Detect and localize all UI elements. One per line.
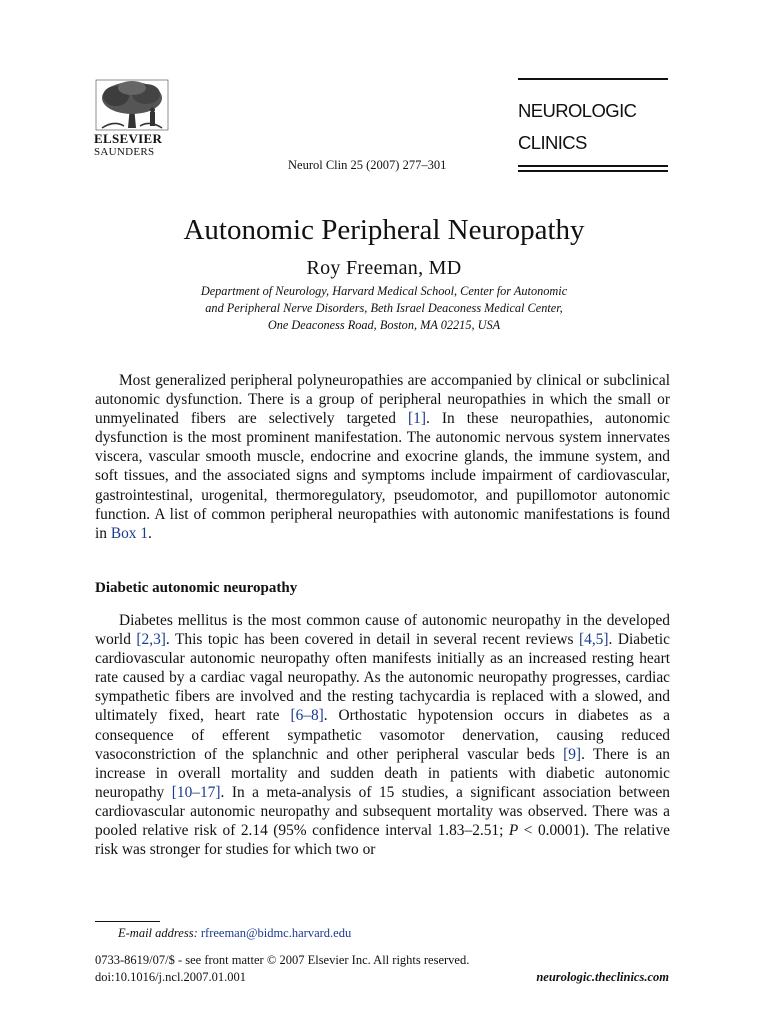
elsevier-saunders-logo	[94, 78, 170, 158]
paragraph-text: . Orthostatic hypotension occurs in diabetes as a consequence of efferent sympathetic vasomotor denervation, causing reduced vasoconstriction of the splanchnic and other peripheral vascular beds	[95, 707, 671, 763]
journal-name-line2: CLINICS	[518, 132, 587, 153]
reference-link[interactable]: [6–8]	[290, 707, 324, 725]
email-label: E-mail address:	[118, 926, 198, 940]
doi-line: doi:10.1016/j.ncl.2007.01.001	[95, 970, 247, 984]
paragraph-text: . In these neuropathies, autonomic dysfunction is the most prominent manifestation. The autonomic nervous system innervates viscera, vascular smooth muscle, endocrine and exocrine glands, the immune system, and soft tissues, and the associated signs and symptoms include impairment of cardiovascular, gastrointestinal, urogenital, thermoregulatory, pseudomotor, and pupillomotor autonomic function. A list of common peripheral neuropathies with autonomic manifestations is found in	[95, 410, 670, 542]
affiliation-line: and Peripheral Nerve Disorders, Beth Israel Deaconess Medical Center,	[205, 301, 563, 315]
copyright-line: 0733-8619/07/$ - see front matter © 2007 Elsevier Inc. All rights reserved.	[95, 953, 470, 967]
journal-citation: Neurol Clin 25 (2007) 277–301	[288, 158, 447, 172]
footnote-rule	[95, 921, 160, 922]
article-author: Roy Freeman, MD	[306, 257, 462, 279]
reference-link[interactable]: [9]	[563, 745, 582, 763]
italic-text: P	[508, 822, 519, 840]
intro-paragraph	[95, 371, 670, 543]
paragraph-text: . This topic has been covered in detail in several recent reviews	[165, 631, 580, 649]
paragraph-text: .	[148, 524, 152, 542]
reference-link[interactable]: Box 1	[110, 524, 149, 542]
reference-link[interactable]: [4,5]	[579, 631, 609, 649]
email-link[interactable]: rfreeman@bidmc.harvard.edu	[200, 926, 352, 940]
footnote-email	[118, 926, 351, 941]
diabetic-paragraph	[95, 611, 670, 859]
elsevier-tree-icon	[94, 78, 170, 132]
article-title: Autonomic Peripheral Neuropathy	[183, 214, 585, 246]
reference-link[interactable]: [10–17]	[171, 783, 221, 801]
paragraph-text: < 0.0001). The relative risk was stronger for studies for which two or	[95, 822, 670, 859]
journal-logo	[518, 78, 668, 172]
affiliation-line: Department of Neurology, Harvard Medical School, Center for Autonomic	[200, 284, 568, 298]
reference-link[interactable]: [1]	[408, 410, 426, 428]
publisher-name: ELSEVIER	[94, 131, 163, 146]
journal-rule-bottom-2	[518, 170, 668, 172]
journal-website[interactable]: neurologic.theclinics.com	[536, 970, 669, 984]
journal-rule-bottom-1	[518, 165, 668, 167]
journal-rule-top	[518, 78, 668, 80]
author-affiliation	[130, 283, 638, 334]
section-heading: Diabetic autonomic neuropathy	[95, 580, 298, 596]
paragraph-text: Diabetes mellitus is the most common cause of autonomic neuropathy in the developed world	[95, 612, 670, 649]
paragraph-text: . Diabetic cardiovascular autonomic neuropathy often manifests initially as an increased resting heart rate caused by a cardiac vagal neuropathy. As the autonomic neuropathy progresses, cardiac sympathetic fibers are involved and the resting tachycardia is replaced with a slowed, and ultimately fixed, heart rate	[95, 631, 670, 725]
affiliation-line: One Deaconess Road, Boston, MA 02215, USA	[267, 318, 501, 332]
paragraph-text: Most generalized peripheral polyneuropathies are accompanied by clinical or subclinical autonomic dysfunction. There is a group of peripheral neuropathies in which the small or unmyelinated fibers are selectively targeted	[95, 372, 670, 428]
publisher-imprint: SAUNDERS	[94, 146, 155, 158]
journal-name-line1: NEUROLOGIC	[518, 100, 637, 121]
paragraph-text: . There is an increase in overall mortality and sudden death in patients with diabetic autonomic neuropathy	[95, 745, 670, 801]
reference-link[interactable]: [2,3]	[136, 631, 166, 649]
paragraph-text: . In a meta-analysis of 15 studies, a significant association between cardiovascular autonomic neuropathy and subsequent mortality was observed. There was a pooled relative risk of 2.14 (95% confidence interval 1.83–2.51;	[95, 783, 670, 840]
